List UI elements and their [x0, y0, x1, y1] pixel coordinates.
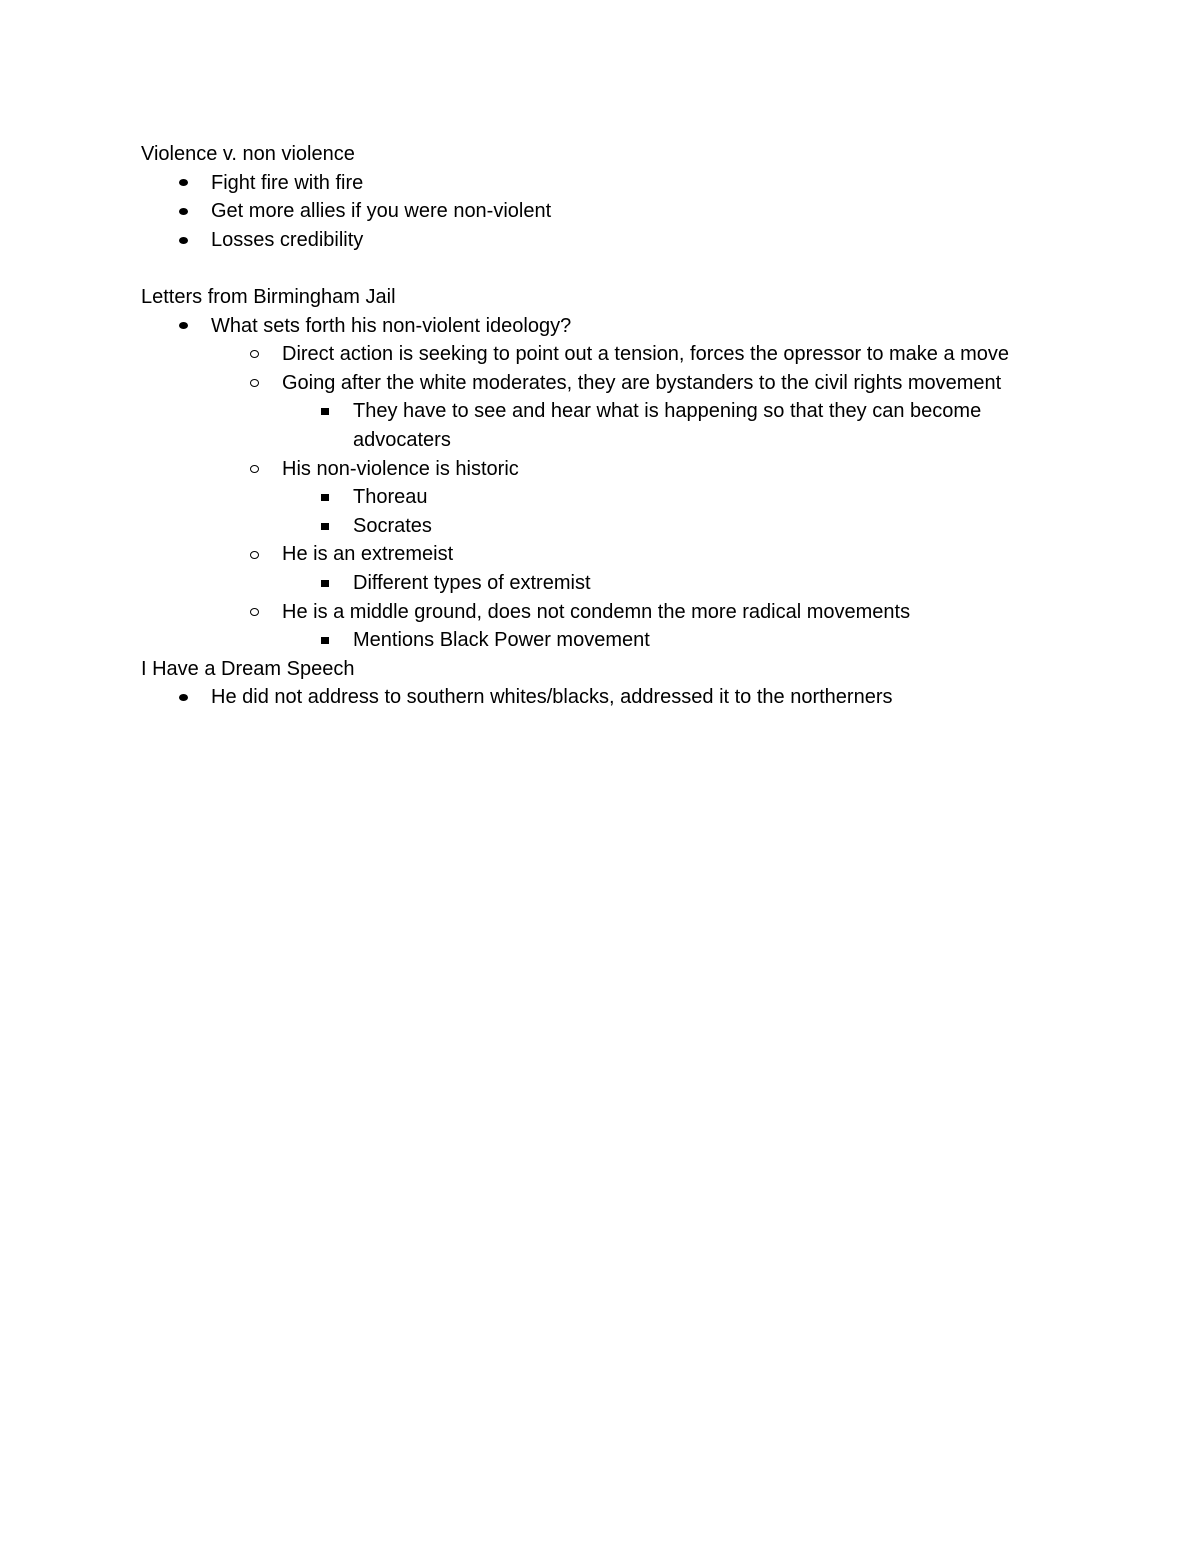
sub-list-item-text: Going after the white moderates, they are bystanders to the civil rights movement	[282, 371, 1002, 394]
sub-sub-list-item-text: Socrates	[353, 514, 432, 537]
sub-list-item-text: Direct action is seeking to point out a tension, forces the opressor to make a move	[282, 343, 1010, 366]
list-item	[141, 197, 1081, 226]
bullet-list	[141, 169, 1081, 255]
document-body	[141, 140, 1081, 712]
sub-list-item-text: He is a middle ground, does not condemn the more radical movements	[282, 600, 911, 623]
sub-sub-list-item-text: Different types of extremist	[353, 571, 591, 594]
circle-bullet-icon	[248, 369, 260, 398]
sub-list-item	[141, 340, 1081, 369]
list-item	[141, 226, 1081, 255]
list-item-text: Fight fire with fire	[211, 171, 364, 194]
disc-bullet-icon	[177, 312, 189, 341]
circle-bullet-icon	[248, 340, 260, 369]
bullet-list	[141, 312, 1081, 655]
list-item	[141, 169, 1081, 198]
disc-bullet-icon	[177, 197, 189, 226]
square-bullet-icon	[319, 626, 331, 655]
square-bullet-icon	[319, 512, 331, 541]
disc-bullet-icon	[177, 169, 189, 198]
disc-bullet-icon	[177, 226, 189, 255]
list-item	[141, 683, 1081, 712]
sub-list-item-text: He is an extremeist	[282, 543, 454, 566]
bullet-list	[141, 683, 1081, 712]
square-bullet-icon	[319, 569, 331, 598]
list-item-text: Get more allies if you were non-violent	[211, 200, 552, 223]
sub-sub-list-item-text: Mentions Black Power movement	[353, 629, 650, 652]
paragraph-spacer	[141, 254, 1081, 283]
sub-sub-list-item	[141, 512, 1081, 541]
sub-sub-list-item	[141, 626, 1081, 655]
sub-list-item	[141, 369, 1081, 398]
list-item	[141, 312, 1081, 341]
sub-sub-list-item-text: Thoreau	[353, 486, 428, 509]
sub-list-item-text: His non-violence is historic	[282, 457, 519, 480]
section-heading: I Have a Dream Speech	[141, 657, 355, 680]
sub-sub-list-item-text: They have to see and hear what is happening so that they can become advocaters	[353, 400, 982, 451]
list-item-text: Losses credibility	[211, 228, 364, 251]
list-item-text: He did not address to southern whites/blacks, addressed it to the northerners	[211, 686, 893, 709]
section-heading: Letters from Birmingham Jail	[141, 285, 396, 308]
circle-bullet-icon	[248, 455, 260, 484]
square-bullet-icon	[319, 397, 331, 426]
sub-list-item	[141, 455, 1081, 484]
sub-list-item	[141, 540, 1081, 569]
sub-list-item	[141, 598, 1081, 627]
circle-bullet-icon	[248, 540, 260, 569]
sub-sub-list-item	[141, 483, 1081, 512]
square-bullet-icon	[319, 483, 331, 512]
disc-bullet-icon	[177, 683, 189, 712]
section-heading: Violence v. non violence	[141, 143, 355, 165]
sub-sub-list-item	[141, 397, 1081, 454]
sub-sub-list-item	[141, 569, 1081, 598]
circle-bullet-icon	[248, 598, 260, 627]
list-item-text: What sets forth his non-violent ideology?	[211, 314, 572, 337]
